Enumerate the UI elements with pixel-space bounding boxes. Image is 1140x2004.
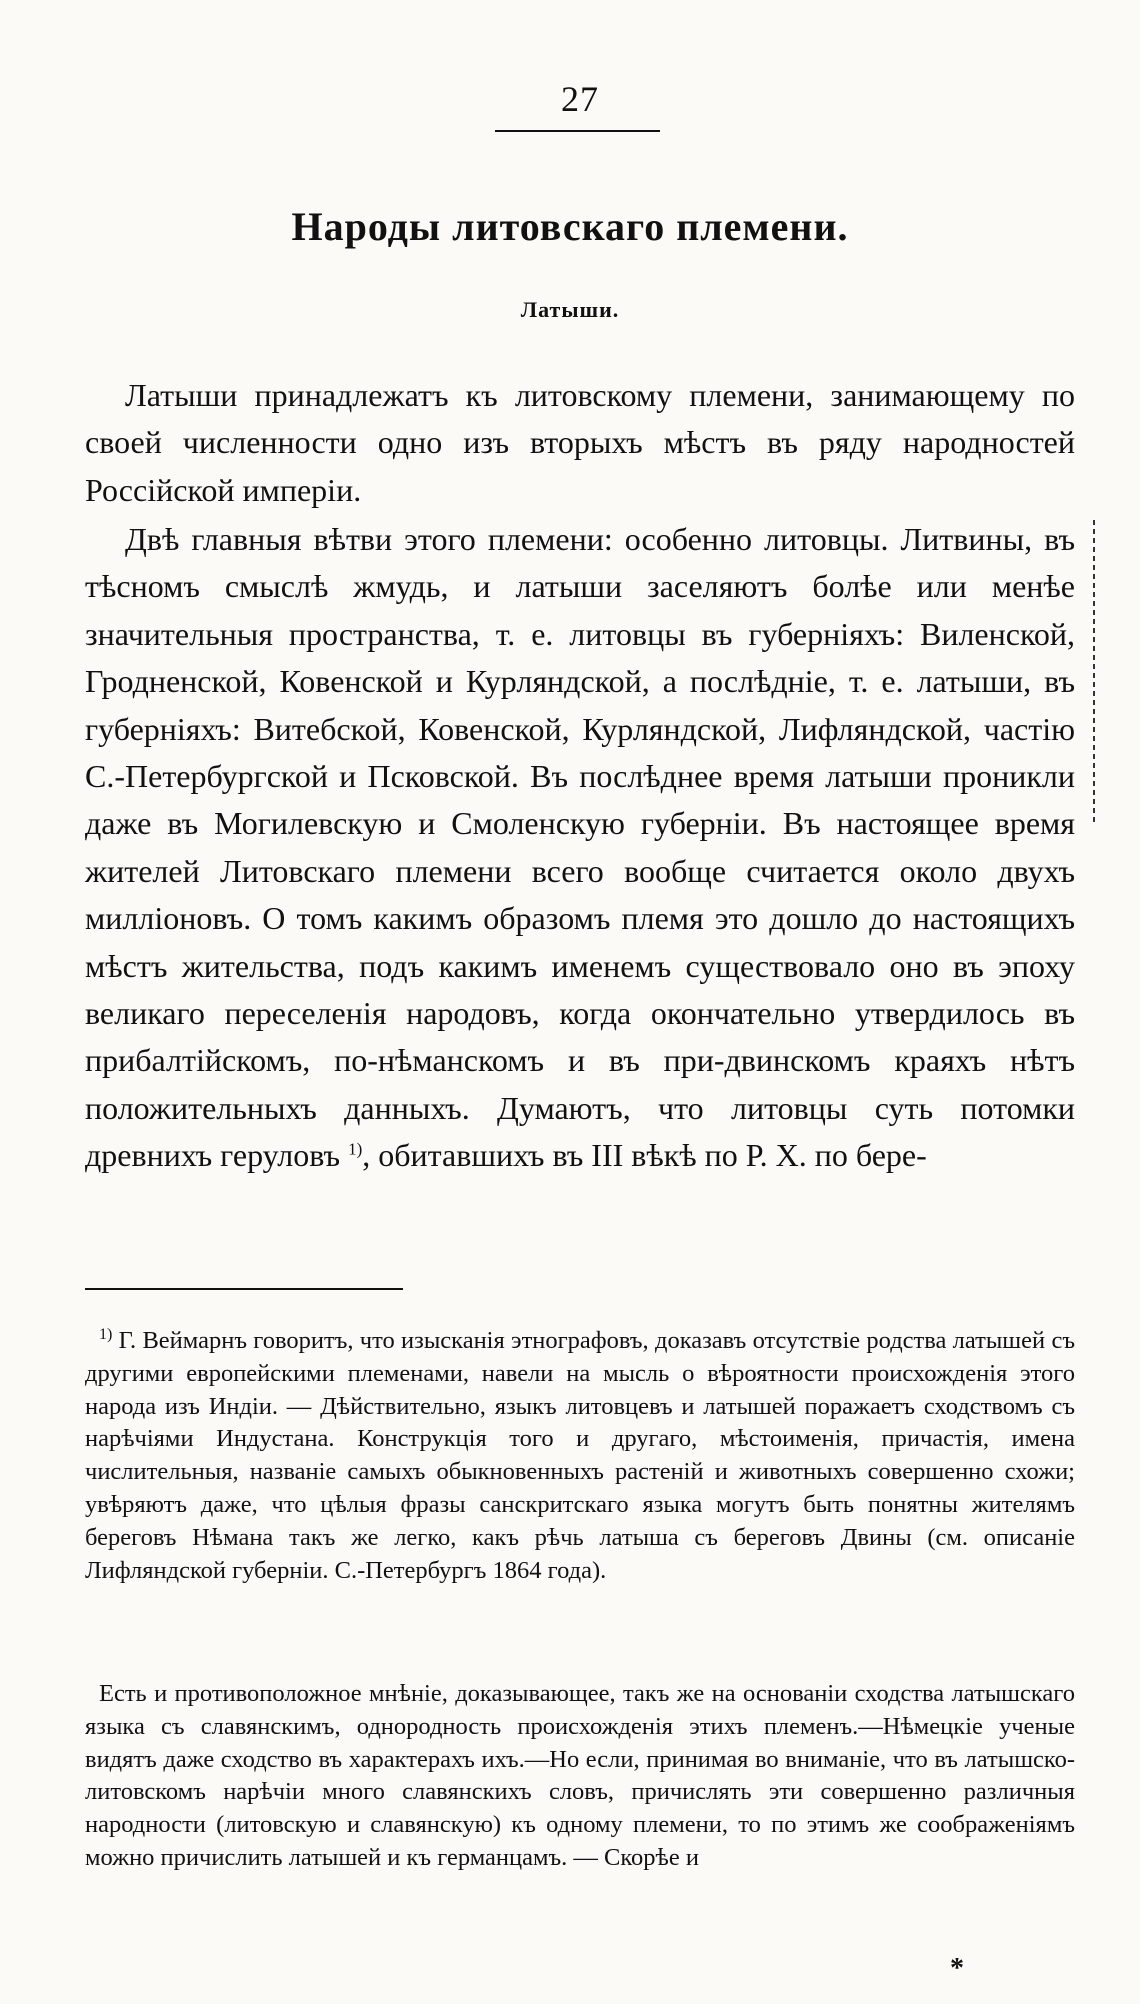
footnote-1-text: Г. Веймарнъ говоритъ, что изысканія этнографовъ, доказавъ отсутствіе родства латышей съ другими европейскими племенами, навели на мысль о вѣроятности происхожденія этого народа изъ Индіи. — Дѣйствительно, языкъ литовцевъ и латышей поражаетъ сходствомъ съ нарѣчіями Индустана. Конструкція того и другаго, мѣстоименія, причастія, имена числительныя, названіе самыхъ обыкновенныхъ растеній и животныхъ совершенно схожи; увѣряютъ даже, что цѣлыя фразы санскритскаго языка могутъ быть понятны жителямъ береговъ Нѣмана такъ же легко, какъ рѣчь латыша съ береговъ Двины (см. описаніе Лифляндской губерніи. С.-Петербургъ 1864 года).: [85, 1327, 1075, 1584]
signature-mark: *: [950, 1953, 964, 1984]
margin-pencil-mark: [1093, 520, 1095, 825]
footnote-1: [85, 1325, 1075, 1587]
page-number: 27: [561, 79, 599, 119]
body-paragraph-2-tail: , обитавшихъ въ III вѣкѣ по Р. Х. по бере-: [362, 1137, 927, 1174]
page-number-rule: [495, 130, 660, 132]
body-paragraph-1: Латыши принадлежатъ къ литовскому племени, занимающему по своей численности одно изъ вторыхъ мѣстъ въ ряду народностей Россійской имперіи.: [85, 377, 1075, 508]
footnote-marker: 1): [99, 1325, 113, 1343]
body-paragraph-2: [85, 516, 1075, 1180]
footnote-reference[interactable]: 1): [348, 1139, 363, 1159]
chapter-title: Народы литовскаго племени.: [291, 204, 849, 249]
footnote-2: Есть и противоположное мнѣніе, доказывающее, такъ же на основаніи сходства латышскаго языка съ славянскимъ, однородность происхожденія этихъ племенъ.—Нѣмецкіе ученые видятъ даже сходство въ характерахъ ихъ.—Но если, принимая во вниманіе, что въ латышско-литовскомъ нарѣчіи много славянскихъ словъ, причислять эти совершенно различныя народности (литовскую и славянскую) къ одному племени, то по этимъ же соображеніямъ можно причислить латышей и къ германцамъ. — Скорѣе и: [85, 1680, 1075, 1871]
footnote-separator: [85, 1288, 403, 1290]
body-paragraph-2-text: Двѣ главныя вѣтви этого племени: особенно литовцы. Литвины, въ тѣсномъ смыслѣ жмудь, и латыши заселяютъ болѣе или менѣе значительныя пространства, т. е. литовцы въ губерніяхъ: Виленской, Гродненской, Ковенской и Курляндской, а послѣдніе, т. е. латыши, въ губерніяхъ: Витебской, Ковенской, Курляндской, Лифляндской, частію С.-Петербургской и Псковской. Въ послѣднее время латыши проникли даже въ Могилевскую и Смоленскую губерніи. Въ настоящее время жителей Литовскаго племени всего вообще считается около двухъ милліоновъ. О томъ какимъ образомъ племя это дошло до настоящихъ мѣстъ жительства, подъ какимъ именемъ существовало оно въ эпоху великаго переселенія народовъ, когда окончательно утвердилось въ прибалтійскомъ, по-нѣманскомъ и въ при-двинскомъ краяхъ нѣтъ положительныхъ данныхъ. Думаютъ, что литовцы суть потомки древнихъ геруловъ: [85, 521, 1075, 1174]
section-subtitle: Латыши.: [520, 297, 620, 322]
